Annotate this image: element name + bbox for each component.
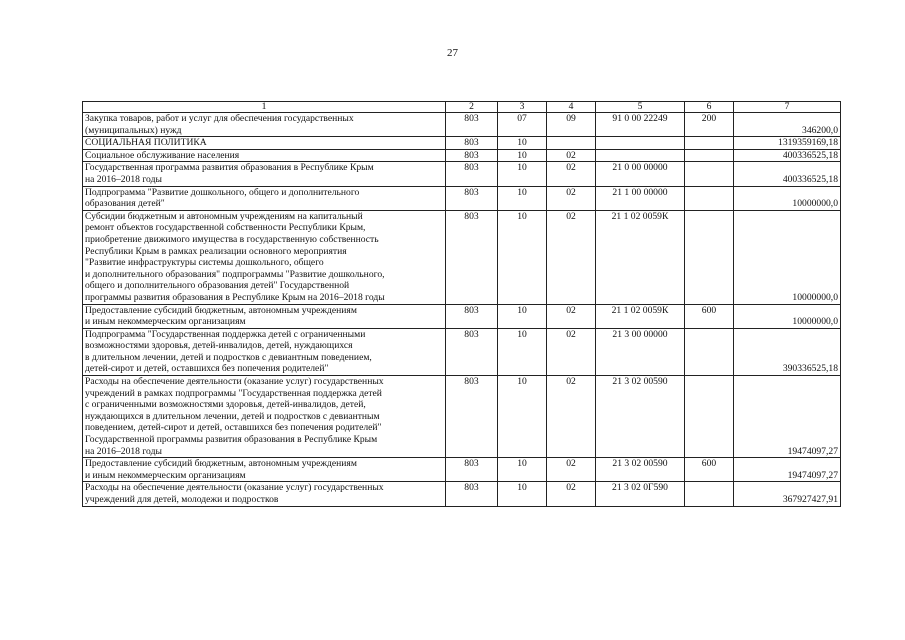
row-subsection-code: 02 xyxy=(547,458,596,482)
row-amount: 10000000,0 xyxy=(734,210,841,304)
row-amount: 400336525,18 xyxy=(734,162,841,186)
row-amount: 400336525,18 xyxy=(734,149,841,162)
table-row xyxy=(83,304,841,328)
row-subsection-code: 02 xyxy=(547,149,596,162)
row-section-code: 10 xyxy=(498,328,547,375)
budget-table xyxy=(82,101,841,507)
page-number: 27 xyxy=(447,47,458,59)
row-name: Социальное обслуживание населения xyxy=(83,149,446,162)
row-ministry-code: 803 xyxy=(446,210,498,304)
row-ministry-code: 803 xyxy=(446,458,498,482)
row-ministry-code: 803 xyxy=(446,376,498,458)
row-subsection-code: 02 xyxy=(547,210,596,304)
row-section-code: 10 xyxy=(498,162,547,186)
column-header: 5 xyxy=(596,102,685,113)
row-expense-type: 600 xyxy=(685,304,734,328)
table-row xyxy=(83,113,841,137)
row-target-article: 91 0 00 22249 xyxy=(596,113,685,137)
row-ministry-code: 803 xyxy=(446,186,498,210)
row-expense-type xyxy=(685,162,734,186)
row-name: Предоставление субсидий бюджетным, автономным учреждениям и иным некоммерческим организациям xyxy=(83,458,446,482)
row-target-article: 21 1 02 0059К xyxy=(596,304,685,328)
table-row xyxy=(83,458,841,482)
row-ministry-code: 803 xyxy=(446,137,498,150)
row-ministry-code: 803 xyxy=(446,482,498,506)
row-name: Расходы на обеспечение деятельности (оказание услуг) государственных учреждений для детей, молодежи и подростков xyxy=(83,482,446,506)
row-name: Государственная программа развития образования в Республике Крым на 2016–2018 годы xyxy=(83,162,446,186)
row-amount: 390336525,18 xyxy=(734,328,841,375)
row-target-article: 21 3 00 00000 xyxy=(596,328,685,375)
row-expense-type xyxy=(685,186,734,210)
row-section-code: 10 xyxy=(498,376,547,458)
table-row xyxy=(83,186,841,210)
table-row xyxy=(83,149,841,162)
table-row xyxy=(83,376,841,458)
row-target-article xyxy=(596,149,685,162)
row-section-code: 10 xyxy=(498,304,547,328)
table-row xyxy=(83,137,841,150)
row-amount: 19474097,27 xyxy=(734,376,841,458)
row-expense-type xyxy=(685,137,734,150)
row-subsection-code: 02 xyxy=(547,328,596,375)
row-subsection-code: 09 xyxy=(547,113,596,137)
row-subsection-code xyxy=(547,137,596,150)
row-amount: 367927427,91 xyxy=(734,482,841,506)
row-subsection-code: 02 xyxy=(547,186,596,210)
row-section-code: 07 xyxy=(498,113,547,137)
table-header-row xyxy=(83,102,841,113)
row-name: Подпрограмма "Развитие дошкольного, общего и дополнительного образования детей" xyxy=(83,186,446,210)
column-header: 6 xyxy=(685,102,734,113)
row-subsection-code: 02 xyxy=(547,304,596,328)
row-amount: 19474097,27 xyxy=(734,458,841,482)
row-amount: 10000000,0 xyxy=(734,186,841,210)
row-expense-type xyxy=(685,482,734,506)
row-amount: 10000000,0 xyxy=(734,304,841,328)
row-target-article xyxy=(596,137,685,150)
column-header: 4 xyxy=(547,102,596,113)
table-row xyxy=(83,162,841,186)
column-header: 2 xyxy=(446,102,498,113)
row-name: СОЦИАЛЬНАЯ ПОЛИТИКА xyxy=(83,137,446,150)
row-section-code: 10 xyxy=(498,210,547,304)
column-header: 1 xyxy=(83,102,446,113)
row-expense-type: 200 xyxy=(685,113,734,137)
row-amount: 1319359169,18 xyxy=(734,137,841,150)
row-section-code: 10 xyxy=(498,137,547,150)
row-name: Субсидии бюджетным и автономным учреждениям на капитальный ремонт объектов государственной собственности Республики Крым, приобретение движимого имущества в государственную собственность Республики Крым в рамках реализации основного мероприятия "Развитие инфраструктуры системы дошкольного, общего и дополнительного образования" подпрограммы "Развитие дошкольного, общего и дополнительного образования детей" Государственной программы развития образования в Республике Крым на 2016–2018 годы xyxy=(83,210,446,304)
row-name: Закупка товаров, работ и услуг для обеспечения государственных (муниципальных) нужд xyxy=(83,113,446,137)
row-expense-type xyxy=(685,376,734,458)
table-row xyxy=(83,210,841,304)
table-row xyxy=(83,328,841,375)
row-target-article: 21 3 02 00590 xyxy=(596,376,685,458)
row-ministry-code: 803 xyxy=(446,113,498,137)
row-name: Предоставление субсидий бюджетным, автономным учреждениям и иным некоммерческим организациям xyxy=(83,304,446,328)
row-target-article: 21 3 02 00590 xyxy=(596,458,685,482)
row-ministry-code: 803 xyxy=(446,162,498,186)
table-row xyxy=(83,482,841,506)
row-target-article: 21 3 02 0Г590 xyxy=(596,482,685,506)
row-name: Подпрограмма "Государственная поддержка детей с ограниченными возможностями здоровья, детей-инвалидов, детей, нуждающихся в длительном лечении, детей и подростков с девиантным поведением, детей-сирот и детей, оставшихся без попечения родителей" xyxy=(83,328,446,375)
row-section-code: 10 xyxy=(498,458,547,482)
column-header: 3 xyxy=(498,102,547,113)
row-target-article: 21 1 00 00000 xyxy=(596,186,685,210)
row-ministry-code: 803 xyxy=(446,304,498,328)
row-ministry-code: 803 xyxy=(446,328,498,375)
row-section-code: 10 xyxy=(498,186,547,210)
row-target-article: 21 1 02 0059К xyxy=(596,210,685,304)
row-subsection-code: 02 xyxy=(547,482,596,506)
row-amount: 346200,0 xyxy=(734,113,841,137)
row-name: Расходы на обеспечение деятельности (оказание услуг) государственных учреждений в рамках подпрограммы "Государственная поддержка детей с ограниченными возможностями здоровья, детей-инвалидов, детей, нуждающихся в длительном лечении, детей и подростков с девиантным поведением, детей-сирот и детей, оставшихся без попечения родителей" Государственной программы развития образования в Республике Крым на 2016–2018 годы xyxy=(83,376,446,458)
column-header: 7 xyxy=(734,102,841,113)
row-expense-type xyxy=(685,149,734,162)
row-subsection-code: 02 xyxy=(547,376,596,458)
row-section-code: 10 xyxy=(498,482,547,506)
row-ministry-code: 803 xyxy=(446,149,498,162)
row-target-article: 21 0 00 00000 xyxy=(596,162,685,186)
row-section-code: 10 xyxy=(498,149,547,162)
row-expense-type xyxy=(685,328,734,375)
row-expense-type: 600 xyxy=(685,458,734,482)
row-expense-type xyxy=(685,210,734,304)
row-subsection-code: 02 xyxy=(547,162,596,186)
